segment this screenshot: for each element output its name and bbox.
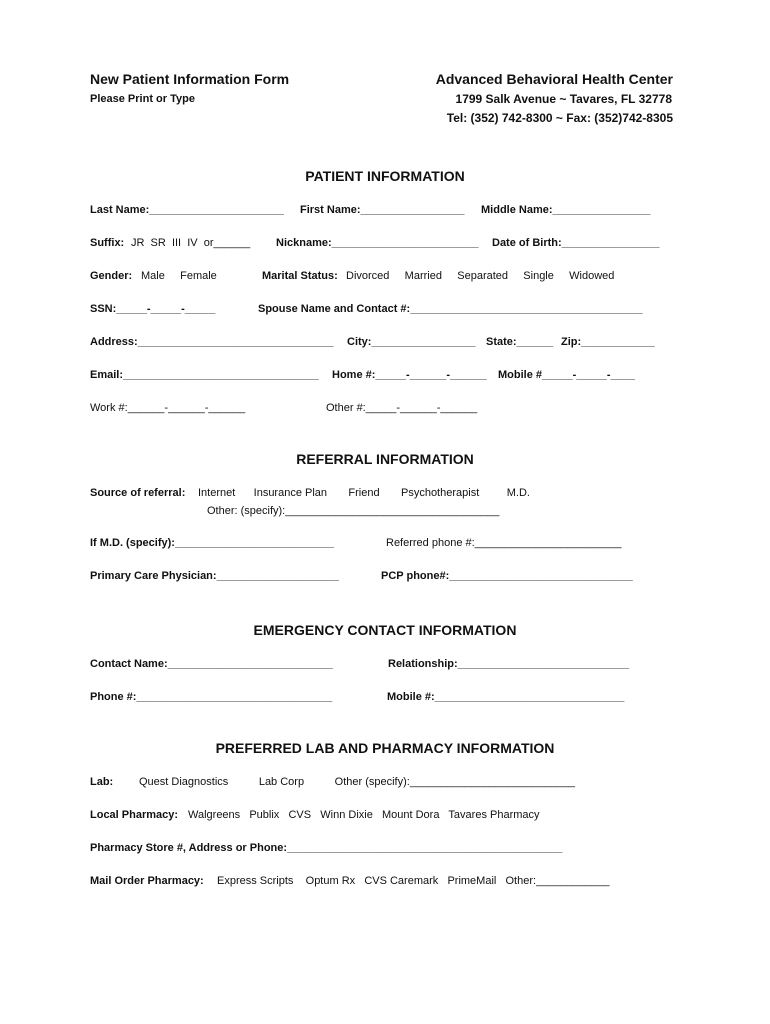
local-pharmacy-label: Local Pharmacy: xyxy=(90,809,179,821)
mail-order-options[interactable]: Express Scripts Optum Rx CVS Caremark PrimeMail Other:____________ xyxy=(217,875,610,887)
email-field[interactable]: Email:________________________________ xyxy=(90,369,319,381)
home-phone-field[interactable]: Home #:_____-______-______ xyxy=(332,369,487,381)
dob-field[interactable]: Date of Birth:________________ xyxy=(492,237,660,249)
last-name-field[interactable]: Last Name:______________________ xyxy=(90,204,284,216)
org-address: 1799 Salk Avenue ~ Tavares, FL 32778 xyxy=(455,92,672,106)
spouse-field[interactable]: Spouse Name and Contact #:______________________________________ xyxy=(258,303,643,315)
work-phone-field[interactable]: Work #:______-______-______ xyxy=(90,402,246,414)
referral-other-field[interactable]: Other: (specify):___________________________________ xyxy=(207,505,500,517)
suffix-options[interactable]: JR SR III IV or______ xyxy=(131,237,251,249)
referred-phone-field[interactable]: Referred phone #:________________________ xyxy=(386,537,622,549)
middle-name-field[interactable]: Middle Name:________________ xyxy=(481,204,651,216)
suffix-label: Suffix: xyxy=(90,237,125,249)
org-name: Advanced Behavioral Health Center xyxy=(435,71,673,87)
zip-field[interactable]: Zip:____________ xyxy=(561,336,655,348)
md-specify-field[interactable]: If M.D. (specify):__________________________ xyxy=(90,537,335,549)
mail-order-label: Mail Order Pharmacy: xyxy=(90,875,204,887)
emergency-mobile-field[interactable]: Mobile #:_______________________________ xyxy=(387,691,625,703)
emergency-phone-field[interactable]: Phone #:________________________________ xyxy=(90,691,333,703)
pcp-field[interactable]: Primary Care Physician:____________________ xyxy=(90,570,339,582)
referral-heading: REFERRAL INFORMATION xyxy=(296,451,474,467)
marital-options[interactable]: Divorced Married Separated Single Widowed xyxy=(346,270,615,282)
nickname-field[interactable]: Nickname:________________________ xyxy=(276,237,479,249)
referral-source-label: Source of referral: xyxy=(90,487,186,499)
referral-source-options[interactable]: Internet Insurance Plan Friend Psychotherapist M.D. xyxy=(198,487,530,499)
marital-label: Marital Status: xyxy=(262,270,338,282)
address-field[interactable]: Address:________________________________ xyxy=(90,336,334,348)
city-field[interactable]: City:_________________ xyxy=(347,336,476,348)
contact-name-field[interactable]: Contact Name:___________________________ xyxy=(90,658,333,670)
state-field[interactable]: State:______ xyxy=(486,336,554,348)
lab-heading: PREFERRED LAB AND PHARMACY INFORMATION xyxy=(215,740,555,756)
lab-options[interactable]: Quest Diagnostics Lab Corp Other (specify):___________________________ xyxy=(139,776,575,788)
pharmacy-store-field[interactable]: Pharmacy Store #, Address or Phone:_____________________________________________ xyxy=(90,842,563,854)
lab-label: Lab: xyxy=(90,776,114,788)
patient-heading: PATIENT INFORMATION xyxy=(305,168,465,184)
print-note: Please Print or Type xyxy=(90,93,195,105)
first-name-field[interactable]: First Name:_________________ xyxy=(300,204,465,216)
mobile-phone-field[interactable]: Mobile #_____-_____-____ xyxy=(498,369,635,381)
gender-label: Gender: xyxy=(90,270,133,282)
pcp-phone-field[interactable]: PCP phone#:______________________________ xyxy=(381,570,633,582)
form-title: New Patient Information Form xyxy=(90,71,290,87)
local-pharmacy-options[interactable]: Walgreens Publix CVS Winn Dixie Mount Dora Tavares Pharmacy xyxy=(188,809,540,821)
emergency-heading: EMERGENCY CONTACT INFORMATION xyxy=(253,622,517,638)
org-contact: Tel: (352) 742-8300 ~ Fax: (352)742-8305 xyxy=(446,111,673,125)
other-phone-field[interactable]: Other #:_____-______-______ xyxy=(326,402,478,414)
gender-options[interactable]: Male Female xyxy=(141,270,217,282)
ssn-field[interactable]: SSN:_____-_____-_____ xyxy=(90,303,216,315)
relationship-field[interactable]: Relationship:____________________________ xyxy=(388,658,629,670)
